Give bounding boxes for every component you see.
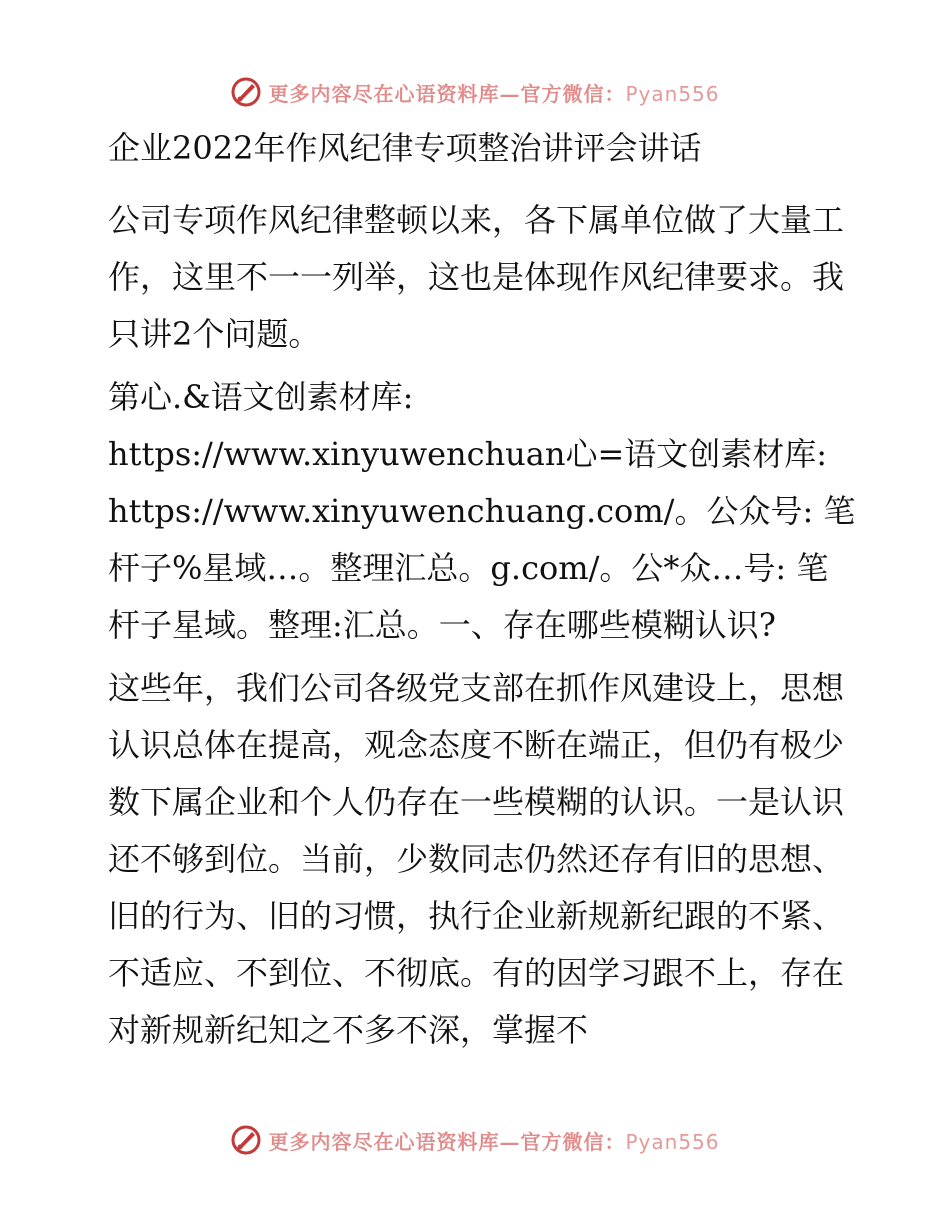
document-body: [98, 122, 858, 1065]
watermark-text: 更多内容尽在心语资料库—官方微信：Pyan556: [268, 81, 720, 106]
watermark-text: 更多内容尽在心语资料库—官方微信：Pyan556: [268, 1129, 720, 1154]
brush-seal-icon: [230, 76, 262, 108]
watermark-banner-bottom: [0, 1120, 950, 1160]
watermark-banner-top: [0, 72, 950, 112]
brush-seal-icon: [230, 1124, 262, 1156]
paragraph-2: 第心.&语文创素材库: https://www.xinyuwenchuan心=语文创素材库: https://www.xinyuwenchuang.com/。公众号: 笔杆子%星域…。整理汇总。g.com/。公*众…号: 笔杆子星域。整理:汇总。一、存在哪些模糊认识?: [108, 378, 856, 644]
document-title: 企业2022年作风纪律专项整治讲评会讲话: [108, 129, 702, 167]
paragraph-1: 公司专项作风纪律整顿以来，各下属单位做了大量工作，这里不一一列举，这也是体现作风纪律要求。我只讲2个问题。: [108, 201, 845, 353]
paragraph-3: 这些年，我们公司各级党支部在抓作风建设上，思想认识总体在提高，观念态度不断在端正，但仍有极少数下属企业和个人仍存在一些模糊的认识。一是认识还不够到位。当前，少数同志仍然还存有旧的思想、旧的行为、旧的习惯，执行企业新规新纪跟的不紧、不适应、不到位、不彻底。有的因学习跟不上，存在对新规新纪知之不多不深，掌握不: [108, 669, 845, 1049]
watermark-contact: Pyan556: [625, 81, 720, 106]
watermark-contact: Pyan556: [625, 1129, 720, 1154]
